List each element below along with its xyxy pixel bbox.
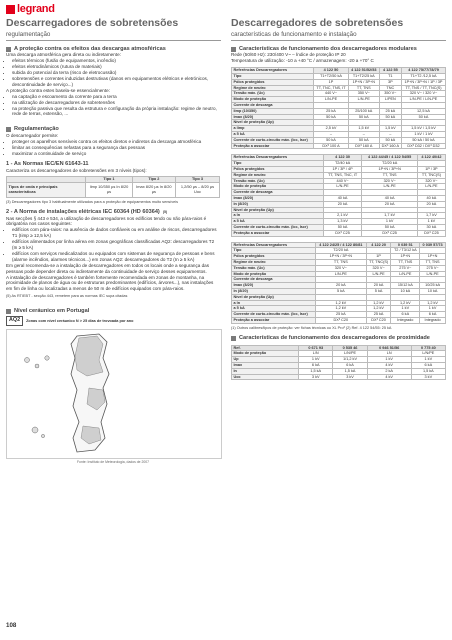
table-row: Proteção a associar DX³ C25 DX³ C25 DX³ C25 — [232, 230, 446, 236]
table-row: Tipo T1+T2/50 kA T1+T2/25 kA T1 T1+T2 /12,5 kA — [232, 74, 446, 80]
table-row: Referências Descarregadores 4 122 50 4 122 51/52/53 4 122 55 4 122 75/77/78/79 — [232, 68, 446, 74]
footnote: (3) Descarregadores tipo 3 habitualmente utilizados para a proteção de equipamentos muito sensíveis — [6, 199, 179, 204]
footnote: (5) As RTIEBT - secção 443, remetem para as normas IEC supa citadas — [6, 294, 128, 299]
table-row: Imax 6 kA 6 kA 4 kV 6 kA — [232, 363, 446, 369]
table-row: Imax (8/20) 50 kA 50 kA 50 kA 50 kA — [232, 114, 446, 120]
table-row: Corrente de curto-circuito máx. (Icc, Iscr) 50 kA 50 kA 50 kA 50 kA / 50 kA — [232, 137, 446, 143]
table-row: Nível de proteção (Up) — [232, 120, 446, 126]
table-row: Proteção a associar DX³ C20 DX³ C20 Integrado Integrado — [232, 317, 446, 323]
square-bullet-icon — [6, 309, 11, 314]
left-page-subtitle: regulamentação — [6, 31, 51, 38]
island-marker — [41, 435, 44, 438]
table-row: Tensão máx. (Uc) 440 V~ 320 V~ 320 V~ — [232, 178, 446, 184]
table-row: a Iimp 2,5 kV 1,5 kV 1,5 kV 1,5 kV / 1,5 kV — [232, 126, 446, 132]
island-marker — [25, 358, 30, 363]
installation-list — [6, 227, 220, 262]
square-bullet-icon — [231, 336, 236, 341]
island-marker — [45, 356, 49, 360]
list-item: • na proteção passiva que resulta da estrutura e configuração da própria instalação: regime de neutro, rede de terras, extensão, ... — [12, 106, 220, 118]
island-marker — [32, 427, 38, 433]
table-row: In 1,5 kA 1,5 kA 2 kA 1,5 kA — [232, 368, 446, 374]
table-header: Tipo 1 — [86, 176, 133, 182]
paragraph: Temperatura de utilização: -10 a +40 °C / armazenagem: -20 a +70° C — [231, 58, 374, 64]
table-row: Tensão máx. (Uc) 320 V~ 320 V~ 275 V~ 275 V~ — [232, 265, 446, 271]
table-row: Corrente de descarga — [232, 277, 446, 283]
table-row: a In 2,1 kV 1,7 kV 1,7 kV — [232, 213, 446, 219]
table-row-label: Tipos de onda e principais características — [7, 182, 86, 197]
square-bullet-icon — [6, 47, 11, 52]
paragraph: Caracteriza os descarregadores de sobretensões em 3 níveis (tipos): — [6, 167, 147, 173]
aq2-zone-north — [75, 336, 103, 376]
left-column — [6, 46, 220, 466]
list-item: • subida do potencial da terra (risco de eletrocussão) — [12, 70, 220, 76]
zone-code: AQ2 — [6, 316, 23, 326]
left-page-title: Descarregadores de sobretensões — [6, 17, 179, 29]
table-row: Modo de proteção L/N-PE L/N-PE L/PEN L/N-PE / L/N-PE — [232, 97, 446, 103]
table-row: Uoc 3 kV 3 kV 4 kV 3 kV — [232, 374, 446, 380]
map-legend — [6, 316, 220, 326]
section-heading: A proteção contra os efeitos das descargas atmosféricas — [6, 46, 220, 52]
portugal-map-graphic — [7, 330, 221, 458]
table-row: Corrente de curto-circuito máx. (Icc, Iscr) 25 kA 25 kA 6 kA 6 kA — [232, 312, 446, 318]
section-heading: 2 - A Norma de instalações elétricas IEC 60364 (HD 60364) (5) — [6, 209, 168, 216]
table-row: Regime de neutro TT, TNC, TNS, IT TT, TNS TNC TT, TNS / TT, TNC(S) — [232, 85, 446, 91]
list-item: • na utilização de descarregadores de sobretensões — [12, 100, 220, 106]
regulation-list — [6, 139, 220, 157]
footnote: (1) Outros calibres/tipos de proteção: ver fichas técnicas ou XL Pro³ (2) Ref. 4 122 54/55: 25 kA — [231, 325, 392, 330]
paragraph: A proteção contra estes basela-se essencialmente: — [6, 87, 110, 93]
square-bullet-icon — [6, 127, 11, 132]
page-number: 108 — [6, 622, 17, 629]
table-cell: Imax 8/20 µs In 8/20 µs — [132, 182, 175, 197]
right-page-subtitle: características de funcionamento e instalação — [231, 31, 357, 38]
right-column — [231, 46, 446, 380]
table-row: a 5 kA 1,3 kV 1 kV 1 kV — [232, 219, 446, 225]
table-row: Corrente de curto-circuito máx. (Icc, Iscr) 50 kA 50 kA 30 kA — [232, 224, 446, 230]
portugal-map — [6, 329, 222, 459]
table-cell: 1,2/50 µs – 8/20 µs Uoc — [176, 182, 220, 197]
table-header: Tipo 2 — [132, 176, 175, 182]
list-item: • proteger os aparelhos sensíveis contra os efeitos diretos e indiretos da descarga atmosférica — [12, 139, 220, 145]
modular-table-b — [231, 154, 446, 236]
list-item: • na captação e escoamento da corrente para a terra — [12, 94, 220, 100]
brand-name: legrand — [17, 3, 55, 15]
paragraph: A instalação de descarregadores é também fortemente recomendada em zonas de montanha, na proximidade de planos de água ou de estruturas predominantes (edifícios, árvores...), nas instalações em fim de linha ou localizadas a menos de 50 m de edifícios equipados com pára-raios. — [6, 274, 214, 292]
paragraph: Em geral recomenda-se a instalação de descarregadores em todos os locais onde a segurança das pessoas pode depender direta ou indiretamente da continuidade de serviço desses equipamentos. — [6, 262, 210, 274]
table-row: Tensão máx. (Uc) 440 V~ 350 V~ 350 V~ 320 V~ / 320 V~ — [232, 91, 446, 97]
square-bullet-icon — [231, 47, 236, 52]
paragraph: Nas secções § 443 e 534, a utilização de descarregadores nos edifícios tendo ou não pára-raios é obrigatória nos casos seguintes: — [6, 215, 207, 227]
table-row: Pólos protegidos 1P 1P+N / 3P+N 3P 1P+N / 3P+N / 1P / 3P — [232, 79, 446, 85]
right-divider — [231, 40, 446, 41]
table-row: a In 1,2 kV 1,2 kV 1,2 kV 1,2 kV — [232, 300, 446, 306]
types-table — [6, 176, 220, 198]
zone-legend: Zonas com nível ceráunico N > 25 dias de trovoada por ano — [26, 318, 134, 323]
measures-list — [6, 94, 220, 118]
table-row: Modo de proteção L/N-PE L/N-PE L/N-PE — [232, 184, 446, 190]
table-row: In (8/20) 5 kA 5 kA 10 kA 10 kA — [232, 288, 446, 294]
effects-list — [6, 58, 220, 88]
table-row: Regime de neutro TT, TNS, TNC, IT TT, TNS TT, TNC(S) — [232, 172, 446, 178]
section-heading: Nível ceráunico em Portugal — [6, 308, 220, 314]
table-row: Regime de neutro TT, TNS TT, TNC(S) TT, TNS TT, TNS — [232, 259, 446, 265]
table-row: a 5 kA – – – 1 kV / 1 kV — [232, 131, 446, 137]
table-row: Up 1 kV 1/1,2 kV 1 kV 1 kV — [232, 357, 446, 363]
table-row: Iimp (10/350) 25 kA 25/100 kA 25 kA 12,5 kA — [232, 108, 446, 114]
list-item: • limitar as consequências nefastas para a segurança das pessoas — [12, 145, 220, 151]
list-item: • edifícios alimentados por linha aérea em zonas geográficas classificadas AQ2: descarregadores T2 (In ≥ 5 kA) — [12, 239, 220, 251]
modular-table-c — [231, 242, 446, 324]
left-divider — [6, 40, 221, 41]
right-page-title: Descarregadores de sobretensões — [231, 17, 404, 29]
table-row: Modo de proteção L/N-PE L/N-PE L/N-PE L/N-PE — [232, 271, 446, 277]
table-row: Tipo T2/40 kA T2/20 kA — [232, 161, 446, 167]
list-item: • efeitos eletrodinâmicos (rutura de materiais) — [12, 64, 220, 70]
table-row: Ref. 0 671 93 0 535 46 0 946 51/56 0 775 40 — [232, 345, 446, 351]
paragraph: O descarregador permite: — [6, 132, 59, 138]
paragraph: Rede (50/60 Hz): 230/400 V~ – Índice de proteção IP 20 — [231, 52, 346, 58]
list-item: • sobretensões e correntes induzidas destrutivas (danos em equipamentos elétricos e eletrónicos, descontinuidade de serviço...) — [12, 76, 220, 88]
table-cell: Iimp 10/350 µs In 8/20 µs — [86, 182, 133, 197]
table-row: Pólos protegidos 1P+N / 3P+N 1P 1P+N 1P+N — [232, 254, 446, 260]
table-row: Referências Descarregadores 4 122 24/25 / 4 122 80/81 4 122 20 0 039 51 0 039 57/73 — [232, 242, 446, 248]
table-row: Nível de proteção (Up) — [232, 207, 446, 213]
list-item: • maximizar a continuidade de serviço — [12, 151, 220, 157]
logo-square-icon — [6, 5, 15, 14]
list-item: • efeitos térmicos (fusão de equipamentos, incêndio) — [12, 58, 220, 64]
list-item: • edifícios com pára-raios: na ausência de dados confiáveis ou em análise de riscos, descarregadores T1 (Iimp ≥ 12,5 kA) — [12, 227, 220, 239]
modular-table-a — [231, 67, 446, 149]
proximity-table — [231, 345, 446, 381]
table-row: Tipo T2/20 kA T2 / T3/12 kA — [232, 248, 446, 254]
table-row: In (8/20) 20 kA 20 kA 20 kA — [232, 201, 446, 207]
section-heading: Características de funcionamento dos descarregadores de proximidade — [231, 335, 446, 341]
table-row: Referências Descarregadores 4 122 30 4 122 44/45 / 4 122 54/55 4 122 40/42 — [232, 155, 446, 161]
table-row: Corrente de descarga — [232, 103, 446, 109]
table-row: Imax (8/20) 20 kA 20 kA 15/12 kA 10/25 kA — [232, 283, 446, 289]
section-heading: Regulamentação — [6, 126, 220, 132]
table-row: Pólos protegidos 1P / 3P / 4P 1P+N / 3P+N 1P / 3P — [232, 166, 446, 172]
island-marker — [35, 364, 39, 368]
table-row: Modo de proteção L/N L/N/PE LN L/N/PE — [232, 351, 446, 357]
section-heading: Características de funcionamento dos descarregadores modulares — [231, 46, 446, 52]
table-header: Tipo 3 — [176, 176, 220, 182]
list-item: • edifícios com serviços medicalizados ou equipados com sistemas de segurança de pessoas e bens (alarme incêndios, alarmes técnicos...) em zonas AQ2: descarregadores do T2 (In ≥ 5 kA) — [12, 251, 220, 263]
paragraph: Uma descarga atmosférica gera direta ou indiretamente: — [6, 52, 121, 58]
table-row: Corrente de descarga — [232, 190, 446, 196]
section-heading: 1 - As Normas IEC/EN 61643-11 — [6, 161, 89, 168]
table-row: a 5 kA 1,2 kV 1,2 kV 1 kV 1 kV — [232, 306, 446, 312]
map-source: Fonte: Instituto de Meteorologia, dados de 2007 — [76, 460, 149, 465]
table-row: Nível de proteção (Up) — [232, 294, 446, 300]
table-row: Imax (8/20) 40 kA 40 kA 40 kA — [232, 195, 446, 201]
table-row: Proteção a associar DX³ 100 A DX³ 160 A DX³ 160 A DX³ D32 / DX³ D32 — [232, 143, 446, 149]
brand-logo — [6, 3, 55, 15]
